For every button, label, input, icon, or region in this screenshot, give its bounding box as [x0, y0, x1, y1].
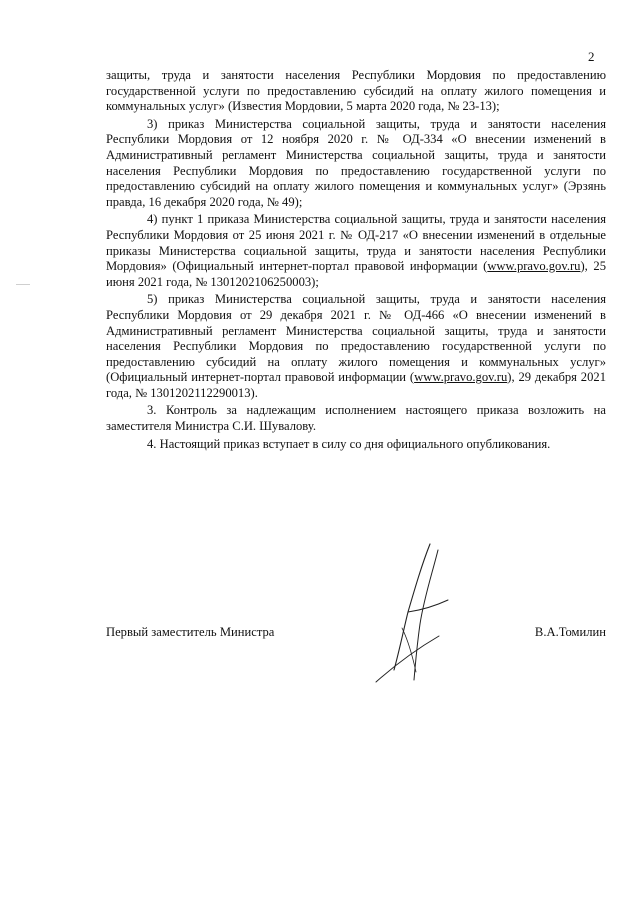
document-body	[106, 68, 606, 454]
paragraph-continuation: защиты, труда и занятости населения Республики Мордовия по предоставлению государственной услуги по предоставлению субсидий на оплату жилого помещения и коммунальных услуг» (Известия Мордовии, 5 марта 2020 года, № 23-13);	[106, 68, 606, 114]
item-5-text: 5) приказ Министерства социальной защиты, труда и занятости населения Республики Мордовия от 29 декабря 2021 г. № ОД-466 «О внесении изменений в Административный регламент Министерства социальной защиты, труда и занятости населения Республики Мордовия по предоставлению государственной услуги по предоставлению субсидий на оплату жилого помещения и коммунальных услуг» (Официальный интернет-портал правовой информации (	[106, 292, 606, 385]
paragraph-item-3: 3) приказ Министерства социальной защиты, труда и занятости населения Республики Мордовия от 12 ноября 2020 г. № ОД-334 «О внесении изменений в Административный регламент Министерства социальной защиты, труда и занятости населения Республики Мордовия по предоставлению государственной услуги по предоставлению субсидий на оплату жилого помещения и коммунальных услуг» (Эрзянь правда, 16 декабря 2020 года, № 49);	[106, 116, 606, 209]
page-number: 2	[588, 49, 595, 64]
signer-name: В.А.Томилин	[534, 625, 606, 639]
paragraph-item-5	[106, 292, 606, 401]
margin-mark	[16, 284, 30, 285]
item-5-tail: ), 29 декабря 2021 года, № 1301202112290013).	[106, 370, 606, 400]
signer-title: Первый заместитель Министра	[106, 625, 275, 639]
clause-3: 3. Контроль за надлежащим исполнением настоящего приказа возложить на заместителя Министра С.И. Шувалову.	[106, 403, 606, 434]
item-5-link[interactable]: www.pravo.gov.ru	[414, 370, 508, 385]
item-4-text: 4) пункт 1 приказа Министерства социальной защиты, труда и занятости населения Республики Мордовия от 25 июня 2021 г. № ОД-217 «О внесении изменений в отдельные приказы Министерства социальной защиты, труда и занятости населения Республики Мордовия» (Официальный интернет-портал правовой информации (	[106, 212, 606, 274]
paragraph-item-4	[106, 212, 606, 290]
item-4-link[interactable]: www.pravo.gov.ru	[487, 259, 581, 274]
clause-4: 4. Настоящий приказ вступает в силу со дня официального опубликования.	[147, 436, 551, 451]
signature-block	[106, 624, 606, 644]
handwritten-signature	[360, 540, 480, 690]
item-4-tail: ), 25 июня 2021 года, № 1301202106250003);	[106, 259, 606, 289]
